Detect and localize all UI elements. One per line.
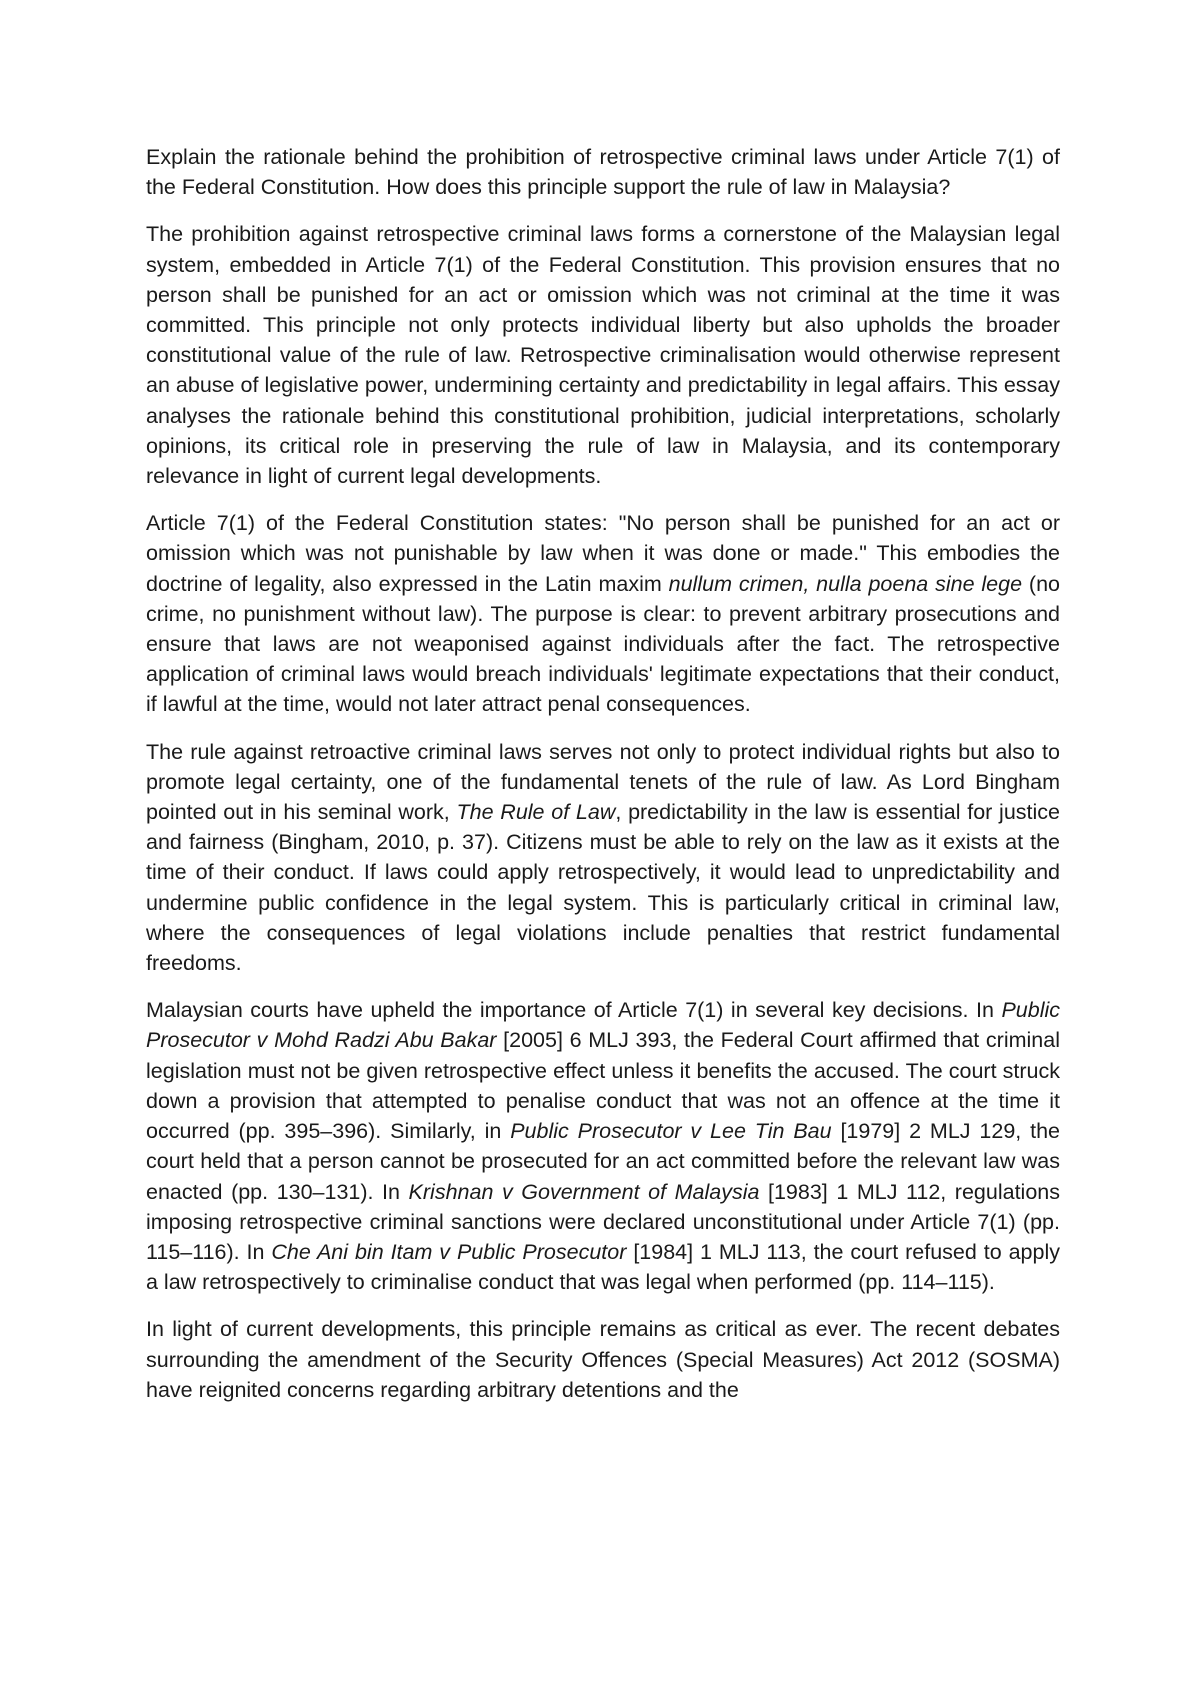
- text-run: Malaysian courts have upheld the importance of Article 7(1) in several key decisions. In: [146, 998, 1002, 1023]
- question-paragraph: [146, 142, 1060, 202]
- text-run: In light of current developments, this principle remains as critical as ever. The recent debates surrounding the amendment of the Security Offences (Special Measures) Act 2012 (SOSMA) have reignited concerns regarding arbitrary detentions and the: [146, 1317, 1060, 1402]
- body-paragraph-current-developments: [146, 1314, 1060, 1405]
- body-paragraph-article-7: [146, 508, 1060, 719]
- text-run: [1983] 1 MLJ 112, regulations imposing retrospective criminal sanctions were declared unconstitutional under Article 7(1) (pp. 115–116). In: [146, 1179, 1060, 1264]
- text-run: [1979] 2 MLJ 129, the court held that a person cannot be prosecuted for an act committed before the relevant law was enacted (pp. 130–131). In: [146, 1119, 1060, 1204]
- case-name-italic: Che Ani bin Itam v Public Prosecutor: [271, 1239, 627, 1264]
- text-run: (no crime, no punishment without law). The purpose is clear: to prevent arbitrary prosecutions and ensure that laws are not weaponised against individuals after the fact. The retrospective application of criminal laws would breach individuals' legitimate expectations that their conduct, if lawful at the time, would not later attract penal consequences.: [146, 571, 1060, 717]
- text-run: The rule against retroactive criminal laws serves not only to protect individual rights but also to promote legal certainty, one of the fundamental tenets of the rule of law. As Lord Bingham pointed out in his seminal work,: [146, 739, 1060, 825]
- text-run: [1984] 1 MLJ 113, the court refused to apply a law retrospectively to criminalise conduct that was legal when performed (pp. 114–115).: [146, 1239, 1060, 1295]
- body-paragraph-legal-certainty: [146, 737, 1060, 979]
- text-run: Article 7(1) of the Federal Constitution states: "No person shall be punished for an act or omission which was not punishable by law when it was done or made." This embodies the doctrine of legality, also expressed in the Latin maxim: [146, 511, 1060, 596]
- book-title-italic: The Rule of Law: [456, 800, 616, 825]
- text-run: , predictability in the law is essential for justice and fairness (Bingham, 2010, p. 37). Citizens must be able to rely on the law as it exists at the time of their conduct. If laws could apply retrospectively, it would lead to unpredictability and undermine public confidence in the legal system. This is particularly critical in criminal law, where the consequences of legal violations include penalties that restrict fundamental freedoms.: [146, 800, 1061, 976]
- text-run: [2005] 6 MLJ 393, the Federal Court affirmed that criminal legislation must not be given retrospective effect unless it benefits the accused. The court struck down a provision that attempted to penalise conduct that was not an offence at the time it occurred (pp. 395–396). Similarly, in: [146, 1028, 1060, 1144]
- latin-maxim-italic: nullum crimen, nulla poena sine lege: [668, 571, 1023, 596]
- text-run: The prohibition against retrospective criminal laws forms a cornerstone of the Malaysian legal system, embedded in Article 7(1) of the Federal Constitution. This provision ensures that no person shall be punished for an act or omission which was not criminal at the time it was committed. This principle not only protects individual liberty but also upholds the broader constitutional value of the rule of law. Retrospective criminalisation would otherwise represent an abuse of legislative power, undermining certainty and predictability in legal affairs. This essay analyses the rationale behind this constitutional prohibition, judicial interpretations, scholarly opinions, its critical role in preserving the rule of law in Malaysia, and its contemporary relevance in light of current legal developments.: [146, 222, 1060, 489]
- case-name-italic: Krishnan v Government of Malaysia: [408, 1179, 760, 1204]
- body-paragraph-case-law: [146, 995, 1060, 1297]
- document-page: [146, 142, 1060, 1422]
- text-run: Explain the rationale behind the prohibition of retrospective criminal laws under Article 7(1) of the Federal Constitution. How does this principle support the rule of law in Malaysia?: [146, 145, 1060, 200]
- case-name-italic: Public Prosecutor v Lee Tin Bau: [510, 1119, 832, 1144]
- case-name-italic: Public Prosecutor v Mohd Radzi Abu Bakar: [146, 998, 1060, 1053]
- body-paragraph-introduction: [146, 219, 1060, 491]
